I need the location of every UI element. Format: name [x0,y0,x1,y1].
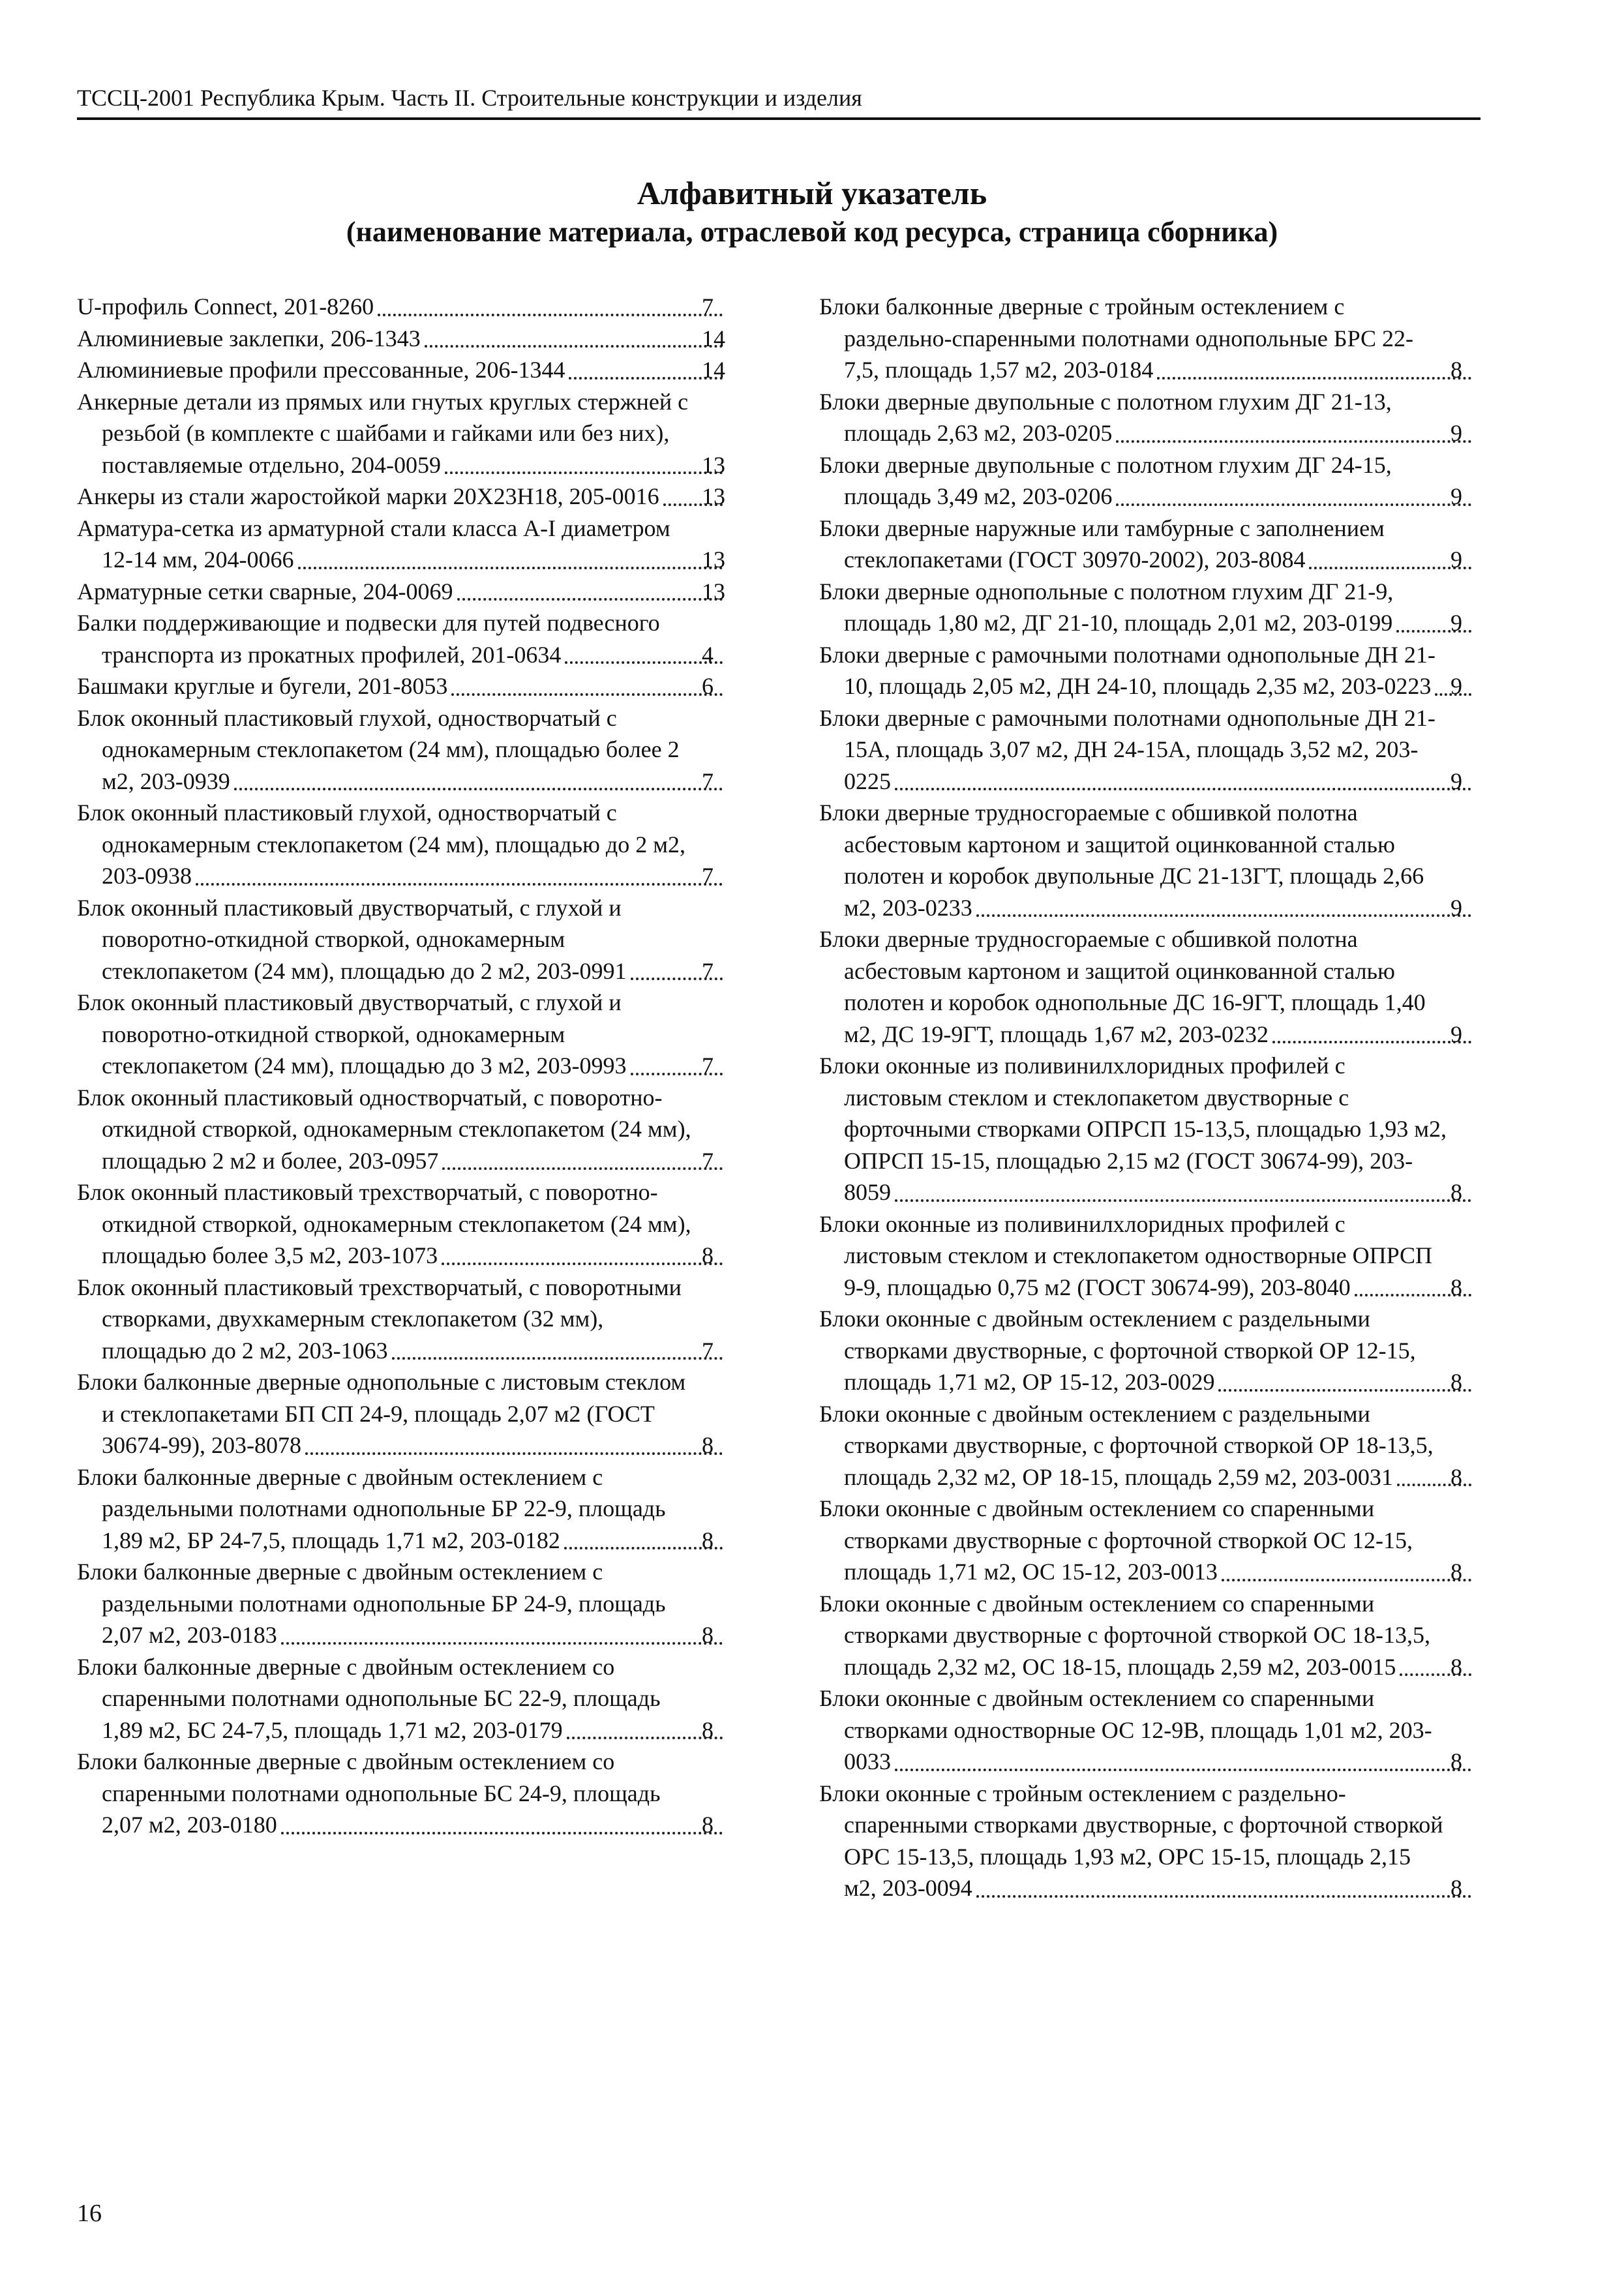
index-entry: Блоки дверные двупольные с полотном глухим ДГ 21-13, площадь 2,63 м2, 203-0205 9 [819,386,1475,449]
index-entry-text: Блоки оконные с двойным остеклением с раздельными створками двустворные, с форточной створкой ОР 12-15, площадь 1,71 м2, ОР 15-12, 203-0029 [819,1306,1416,1395]
index-entry: Блоки дверные двупольные с полотном глухим ДГ 24-15, площадь 3,49 м2, 203-0206 9 [819,449,1475,513]
index-entry-text: Блок оконный пластиковый трехстворчатый, с поворотными створками, двухкамерным стеклопакетом (32 мм), площадью до 2 м2, 203-1063 [77,1274,682,1364]
index-entry: Блоки балконные дверные с тройным остеклением с раздельно-спаренными полотнами однопольные БРС 22-7,5, площадь 1,57 м2, 203-0184 8 [819,291,1475,386]
index-entry-text: Блок оконный пластиковый двустворчатый, с глухой и поворотно-откидной створкой, однокамерным стеклопакетом (24 мм), площадью до 3 м2, 203-0993 [77,989,627,1079]
index-entry: Блоки балконные дверные однопольные с листовым стеклом и стеклопакетами БП СП 24-9, площадь 2,07 м2 (ГОСТ 30674-99), 203-8078 8 [77,1366,727,1461]
index-entry: Блоки оконные с тройным остеклением с раздельно-спаренными створками двустворные, с форточной створкой ОРС 15-13,5, площадь 1,93 м2, ОРС 15-15, площадь 2,15 м2, 203-0094 8 [819,1778,1475,1904]
index-entry: Блок оконный пластиковый глухой, одностворчатый с однокамерным стеклопакетом (24 мм), площадью до 2 м2, 203-0938 7 [77,797,727,892]
index-title: Алфавитный указатель [637,175,987,211]
index-entry-text: Блоки балконные дверные однопольные с листовым стеклом и стеклопакетами БП СП 24-9, площадь 2,07 м2 (ГОСТ 30674-99), 203-8078 [77,1369,686,1458]
index-entry-text: Арматурные сетки сварные, 204-0069 [77,578,453,605]
index-entry: Блоки балконные дверные с двойным остеклением с раздельными полотнами однопольные БР 22-9, площадь 1,89 м2, БР 24-7,5, площадь 1,71 м2, 203-0182 8 [77,1461,727,1557]
dot-leader [1116,503,1471,506]
index-entry: U-профиль Connect, 201-8260 7 [77,291,727,323]
index-entry-text: Блоки дверные с рамочными полотнами однопольные ДН 21-10, площадь 2,05 м2, ДН 24-10, площадь 2,35 м2, 203-0223 [819,641,1436,699]
dot-leader [564,1547,723,1549]
index-entry: Блок оконный пластиковый двустворчатый, с глухой и поворотно-откидной створкой, однокамерным стеклопакетом (24 мм), площадью до 2 м2, 203-0991 7 [77,892,727,987]
index-entry-text: Блоки дверные трудносгораемые с обшивкой полотна асбестовым картоном и защитой оцинкованной сталью полотен и коробок двупольные ДС 21-13ГТ, площадь 2,66 м2, 203-0233 [819,800,1424,921]
index-entry: Алюминиевые профили прессованные, 206-1344 14 [77,357,725,383]
dot-leader [442,1167,723,1170]
index-entry: Блоки балконные дверные с двойным остеклением со спаренными полотнами однопольные БС 22-9, площадь 1,89 м2, БС 24-7,5, площадь 1,71 м2, 203-0179 8 [77,1651,727,1746]
dot-leader [445,471,723,474]
index-entry-text: Башмаки круглые и бугели, 201-8053 [77,673,448,699]
index-entry-text: Блоки оконные с двойным остеклением со спаренными створками одностворные ОС 12-9В, площадь 1,01 м2, 203-0033 [819,1685,1432,1774]
dot-leader [298,567,723,569]
dot-leader [895,1199,1471,1202]
index-entry-text: Блоки оконные с двойным остеклением со спаренными створками двустворные с форточной створкой ОС 18-13,5, площадь 2,32 м2, ОС 18-15, площадь 2,59 м2, 203-0015 [819,1590,1431,1680]
dot-leader [451,693,723,696]
index-entry: Блоки дверные трудносгораемые с обшивкой полотна асбестовым картоном и защитой оцинкованной сталью полотен и коробок двупольные ДС 21-13ГТ, площадь 2,66 м2, 203-0233 9 [819,797,1475,923]
dot-leader [567,1737,723,1739]
index-entry-text: Анкерные детали из прямых или гнутых круглых стержней с резьбой (в комплекте с шайбами и гайками или без них), поставляемые отдельно, 204-0059 [77,388,689,478]
index-entry-text: U-профиль Connect, 201-8260 [77,293,374,320]
dot-leader [305,1452,723,1455]
dot-leader [976,914,1471,917]
index-column-left [77,291,727,1841]
index-subtitle: (наименование материала, отраслевой код ресурса, страница сборника) [346,216,1278,248]
index-entry-text: Блоки дверные трудносгораемые с обшивкой полотна асбестовым картоном и защитой оцинкованной сталью полотен и коробок однопольные ДС 16-9ГТ, площадь 1,40 м2, ДС 19-9ГТ, площадь 1,67 м2, 203-0232 [819,926,1426,1047]
index-entry-text: Блоки дверные наружные или тамбурные с заполнением стеклопакетами (ГОСТ 30970-2002), 203-8084 [819,515,1385,573]
index-entry-text: Балки поддерживающие и подвески для путей подвесного транспорта из прокатных профилей, 201-0634 [77,610,660,668]
index-entry-text: Анкеры из стали жаростойкой марки 20Х23Н18, 205-0016 [77,483,659,509]
index-entry: Блок оконный пластиковый трехстворчатый, с поворотными створками, двухкамерным стеклопакетом (32 мм), площадью до 2 м2, 203-1063 7 [77,1272,727,1367]
index-entry-text: Блок оконный пластиковый одностворчатый, с поворотно-откидной створкой, однокамерным стеклопакетом (24 мм), площадью 2 м2 и более, 203-0957 [77,1084,691,1174]
index-entry-text: Блоки балконные дверные с двойным остеклением с раздельными полотнами однопольные БР 22-9, площадь 1,89 м2, БР 24-7,5, площадь 1,71 м2, 203-0182 [77,1463,666,1553]
index-entry-text: Блок оконный пластиковый глухой, одностворчатый с однокамерным стеклопакетом (24 мм), площадью более 2 м2, 203-0939 [77,704,680,794]
index-entry: Арматура-сетка из арматурной стали класса A-I диаметром 12-14 мм, 204-0066 13 [77,515,725,573]
dot-leader [457,598,723,601]
index-entry-text: Блоки оконные из поливинилхлоридных профилей с листовым стеклом и стеклопакетом одностворные ОПРСП 9-9, площадью 0,75 м2 (ГОСТ 30674-99), 203-8040 [819,1210,1433,1300]
index-entry: Блоки оконные с двойным остеклением с раздельными створками двустворные, с форточной створкой ОР 12-15, площадь 1,71 м2, ОР 15-12, 203-0029 8 [819,1303,1475,1398]
index-entry: Блок оконный пластиковый трехстворчатый, с поворотно-откидной створкой, однокамерным стеклопакетом (24 мм), площадью более 3,5 м2, 203-1073 8 [77,1176,727,1272]
dot-leader [378,314,723,316]
index-entry-text: Блок оконный пластиковый глухой, одностворчатый с однокамерным стеклопакетом (24 мм), площадью до 2 м2, 203-0938 [77,800,685,889]
index-entry: Анкерные детали из прямых или гнутых круглых стержней с резьбой (в комплекте с шайбами и гайками или без них), поставляемые отдельно, 204-0059 13 [77,388,725,478]
index-entry-text: Блоки оконные из поливинилхлоридных профилей с листовым стеклом и стеклопакетом двустворные с форточными створками ОПРСП 15-13,5, площадью 1,93 м2, ОПРСП 15-15, площадью 2,15 м2 (ГОСТ 30674-99), 203-8059 [819,1053,1447,1205]
index-entry: Блоки дверные с рамочными полотнами однопольные ДН 21-10, площадь 2,05 м2, ДН 24-10, площадь 2,35 м2, 203-0223 9 [819,639,1475,702]
dot-leader [281,1642,723,1645]
index-entry: Блоки оконные из поливинилхлоридных профилей с листовым стеклом и стеклопакетом двустворные с форточными створками ОПРСП 15-13,5, площадью 1,93 м2, ОПРСП 15-15, площадью 2,15 м2 (ГОСТ 30674-99), 203-8059 8 [819,1050,1475,1208]
index-entry: Блоки оконные с двойным остеклением с раздельными створками двустворные, с форточной створкой ОР 18-13,5, площадь 2,32 м2, ОР 18-15, площадь 2,59 м2, 203-0031 8 [819,1398,1475,1493]
index-entry-text: Блоки балконные дверные с тройным остеклением с раздельно-спаренными полотнами однопольные БРС 22-7,5, площадь 1,57 м2, 203-0184 [819,293,1414,383]
index-entry-text: Блоки оконные с двойным остеклением со спаренными створками двустворные с форточной створкой ОС 12-15, площадь 1,71 м2, ОС 15-12, 203-0013 [819,1495,1413,1585]
index-entry-text: Блок оконный пластиковый двустворчатый, с глухой и поворотно-откидной створкой, однокамерным стеклопакетом (24 мм), площадью до 2 м2, 203-0991 [77,894,627,984]
index-entry-text: Блоки дверные с рамочными полотнами однопольные ДН 21-15А, площадь 3,07 м2, ДН 24-15А, площадь 3,52 м2, 203-0225 [819,704,1436,794]
index-entry: Блоки оконные с двойным остеклением со спаренными створками одностворные ОС 12-9В, площадь 1,01 м2, 203-0033 8 [819,1683,1475,1778]
index-entry: Блоки дверные однопольные с полотном глухим ДГ 21-9, площадь 1,80 м2, ДГ 21-10, площадь 2,01 м2, 203-0199 9 [819,576,1475,639]
dot-leader [234,788,723,790]
index-entry-text: Блоки оконные с двойным остеклением с раздельными створками двустворные, с форточной створкой ОР 18-13,5, площадь 2,32 м2, ОР 18-15, площадь 2,59 м2, 203-0031 [819,1400,1434,1490]
dot-leader [565,661,723,664]
dot-leader [1222,1579,1471,1581]
dot-leader [976,1895,1471,1898]
running-header: ТССЦ-2001 Республика Крым. Часть II. Строительные конструкции и изделия [77,83,1481,120]
index-entry: Блоки балконные дверные с двойным остеклением со спаренными полотнами однопольные БС 24-9, площадь 2,07 м2, 203-0180 8 [77,1746,727,1841]
dot-leader [1218,1389,1471,1392]
page-number: 16 [77,2200,102,2227]
dot-leader [569,377,723,380]
index-entry-text: Блоки дверные двупольные с полотном глухим ДГ 21-13, площадь 2,63 м2, 203-0205 [819,388,1392,446]
index-entry-text: Блоки дверные двупольные с полотном глухим ДГ 24-15, площадь 3,49 м2, 203-0206 [819,451,1392,509]
dot-leader [425,345,723,348]
dot-leader [895,788,1471,790]
index-entry: Арматурные сетки сварные, 204-0069 13 [77,578,725,605]
index-entry: Блок оконный пластиковый глухой, одностворчатый с однокамерным стеклопакетом (24 мм), площадью более 2 м2, 203-0939 7 [77,702,727,798]
index-entry: Блок оконный пластиковый одностворчатый, с поворотно-откидной створкой, однокамерным стеклопакетом (24 мм), площадью 2 м2 и более, 203-0957 7 [77,1082,727,1177]
index-column-right [819,291,1475,1904]
index-entry-text: Блоки оконные с тройным остеклением с раздельно-спаренными створками двустворные, с форточной створкой ОРС 15-13,5, площадь 1,93 м2, ОРС 15-15, площадь 2,15 м2, 203-0094 [819,1780,1443,1901]
index-entry-text: Блоки балконные дверные с двойным остеклением со спаренными полотнами однопольные БС 24-9, площадь 2,07 м2, 203-0180 [77,1748,661,1838]
index-entry-text: Блоки дверные однопольные с полотном глухим ДГ 21-9, площадь 1,80 м2, ДГ 21-10, площадь 2,01 м2, 203-0199 [819,578,1394,636]
index-entry: Башмаки круглые и бугели, 201-8053 6 [77,670,727,702]
index-entry-text: Алюминиевые заклепки, 206-1343 [77,325,421,352]
index-entry: Блоки дверные с рамочными полотнами однопольные ДН 21-15А, площадь 3,07 м2, ДН 24-15А, площадь 3,52 м2, 203-0225 9 [819,702,1475,798]
dot-leader [1157,377,1471,380]
index-entry: Блоки балконные дверные с двойным остеклением с раздельными полотнами однопольные БР 24-9, площадь 2,07 м2, 203-0183 8 [77,1556,727,1651]
index-entry: Анкеры из стали жаростойкой марки 20Х23Н18, 205-0016 13 [77,483,725,509]
index-entry: Алюминиевые заклепки, 206-1343 14 [77,325,725,352]
dot-leader [1272,1041,1471,1043]
index-entry-text: Блок оконный пластиковый трехстворчатый, с поворотно-откидной створкой, однокамерным стеклопакетом (24 мм), площадью более 3,5 м2, 203-1073 [77,1179,691,1268]
index-entry-text: Блоки балконные дверные с двойным остеклением с раздельными полотнами однопольные БР 24-9, площадь 2,07 м2, 203-0183 [77,1559,666,1648]
dot-leader [281,1832,723,1834]
dot-leader [442,1263,723,1265]
index-entry: Блоки дверные трудносгораемые с обшивкой полотна асбестовым картоном и защитой оцинкованной сталью полотен и коробок однопольные ДС 16-9ГТ, площадь 1,40 м2, ДС 19-9ГТ, площадь 1,67 м2, 203-0232 9 [819,923,1475,1050]
index-entry-text: Алюминиевые профили прессованные, 206-1344 [77,357,565,383]
dot-leader [1116,440,1471,443]
index-entry-text: Арматура-сетка из арматурной стали класса A-I диаметром 12-14 мм, 204-0066 [77,515,670,573]
index-entry: Блоки оконные с двойным остеклением со спаренными створками двустворные с форточной створкой ОС 12-15, площадь 1,71 м2, ОС 15-12, 203-0013 8 [819,1493,1475,1588]
dot-leader [392,1357,723,1360]
index-entry: Блоки оконные из поливинилхлоридных профилей с листовым стеклом и стеклопакетом одностворные ОПРСП 9-9, площадью 0,75 м2 (ГОСТ 30674-99), 203-8040 8 [819,1208,1475,1304]
dot-leader [196,883,723,886]
index-entry: Блоки дверные наружные или тамбурные с заполнением стеклопакетами (ГОСТ 30970-2002), 203-8084 9 [819,513,1475,576]
dot-leader [1309,567,1471,569]
index-entry: Блоки оконные с двойным остеклением со спаренными створками двустворные с форточной створкой ОС 18-13,5, площадь 2,32 м2, ОС 18-15, площадь 2,59 м2, 203-0015 8 [819,1588,1475,1683]
index-entry: Балки поддерживающие и подвески для путей подвесного транспорта из прокатных профилей, 201-0634 4 [77,607,727,670]
index-entry-text: Блоки балконные дверные с двойным остеклением со спаренными полотнами однопольные БС 22-9, площадь 1,89 м2, БС 24-7,5, площадь 1,71 м2, 203-0179 [77,1653,661,1743]
index-entry: Блок оконный пластиковый двустворчатый, с глухой и поворотно-откидной створкой, однокамерным стеклопакетом (24 мм), площадью до 3 м2, 203-0993 7 [77,987,727,1082]
dot-leader [895,1769,1471,1771]
